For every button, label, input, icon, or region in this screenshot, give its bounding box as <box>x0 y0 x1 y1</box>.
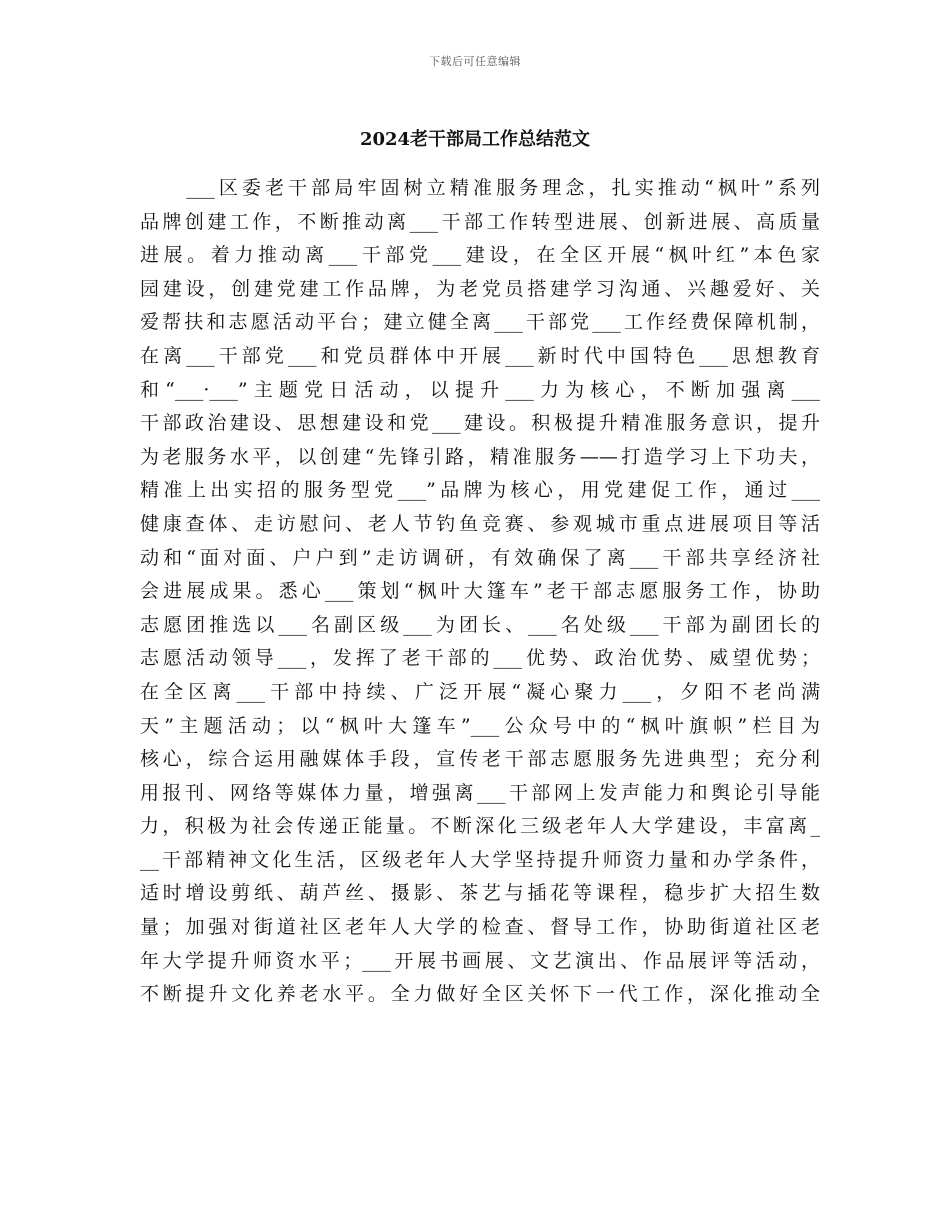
body-line: 动和“面对面、户户到”走访调研，有效确保了离___干部共享经济社 <box>140 546 820 569</box>
page-header-note: 下载后可任意编辑 <box>429 55 521 68</box>
body-line: 年大学提升师资水平；___开展书画展、文艺演出、作品展评等活动， <box>140 949 820 972</box>
body-line: __干部精神文化生活，区级老年人大学坚持提升师资力量和办学条件， <box>140 848 820 871</box>
body-line: 用报刊、网络等媒体力量，增强离___干部网上发声能力和舆论引导能 <box>140 781 820 804</box>
body-line: 会进展成果。悉心___策划“枫叶大篷车”老干部志愿服务工作，协助 <box>140 580 820 603</box>
body-line: 力，积极为社会传递正能量。不断深化三级老年人大学建设，丰富离_ <box>140 815 820 838</box>
body-line: 志愿活动领导___，发挥了老干部的___优势、政治优势、威望优势； <box>140 647 820 670</box>
body-line: 核心，综合运用融媒体手段，宣传老干部志愿服务先进典型；充分利 <box>140 748 820 771</box>
body-line: 精准上出实招的服务型党___”品牌为核心，用党建促工作，通过___ <box>140 479 820 502</box>
body-line: 干部政治建设、思想建设和党___建设。积极提升精准服务意识，提升 <box>140 412 820 435</box>
body-line: 爱帮扶和志愿活动平台；建立健全离___干部党___工作经费保障机制， <box>140 311 820 334</box>
body-line: 健康查体、走访慰问、老人节钓鱼竞赛、参观城市重点进展项目等活 <box>140 512 820 535</box>
body-line: 和“___·___”主题党日活动，以提升___力为核心，不断加强离___ <box>140 378 820 401</box>
body-line: 在离___干部党___和党员群体中开展___新时代中国特色___思想教育 <box>140 344 820 367</box>
body-line: 不断提升文化养老水平。全力做好全区关怀下一代工作，深化推动全 <box>140 983 820 1006</box>
body-line: 量；加强对街道社区老年人大学的检查、督导工作，协助街道社区老 <box>140 916 820 939</box>
body-line: 天”主题活动；以“枫叶大篷车”___公众号中的“枫叶旗帜”栏目为 <box>140 714 820 737</box>
document-body <box>140 172 820 1012</box>
document-title: 2024老干部局工作总结范文 <box>359 129 591 150</box>
body-line: 志愿团推选以___名副区级___为团长、___名处级___干部为副团长的 <box>140 613 820 636</box>
body-line: 为老服务水平，以创建“先锋引路，精准服务——打造学习上下功夫， <box>140 445 820 468</box>
body-line: 在全区离___干部中持续、广泛开展“凝心聚力___，夕阳不老尚满 <box>140 680 820 703</box>
body-line: 园建设，创建党建工作品牌，为老党员搭建学习沟通、兴趣爱好、关 <box>140 277 820 300</box>
body-line: 适时增设剪纸、葫芦丝、摄影、茶艺与插花等课程，稳步扩大招生数 <box>140 882 820 905</box>
body-line: 品牌创建工作，不断推动离___干部工作转型进展、创新进展、高质量 <box>140 210 820 233</box>
body-line: 进展。着力推动离___干部党___建设，在全区开展“枫叶红”本色家 <box>140 244 820 267</box>
body-line: ___区委老干部局牢固树立精准服务理念，扎实推动“枫叶”系列 <box>140 177 820 199</box>
